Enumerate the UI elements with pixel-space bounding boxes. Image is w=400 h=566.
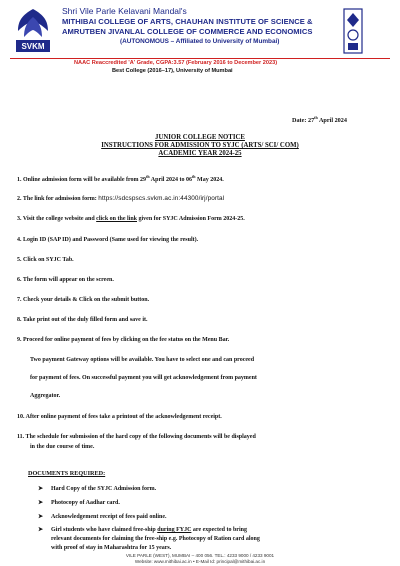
instruction-9-detail-2: for payment of fees. On successful payment you will get acknowledgement from payment bbox=[30, 375, 257, 381]
logo-text: SVKM bbox=[21, 42, 45, 51]
instruction-3: 3. Visit the college website and click on the link given for SYJC Admission Form 2024-25. bbox=[17, 216, 245, 222]
documents-heading: DOCUMENTS REQUIRED: bbox=[28, 470, 106, 477]
document-item: ➤ Girl students who have claimed free-ship during FYJC are expected to bring bbox=[38, 527, 247, 533]
college-header bbox=[62, 6, 342, 47]
college-emblem-icon bbox=[343, 8, 363, 54]
notice-titles bbox=[0, 134, 400, 159]
instruction-4: 4. Login ID (SAP ID) and Password (Same used for viewing the result). bbox=[17, 237, 199, 243]
document-item: ➤ Photocopy of Aadhar card. bbox=[38, 500, 120, 506]
document-item-cont: relevant documents for claiming the free-ship e.g. Photocopy of Ration card along bbox=[51, 536, 260, 542]
academic-year: ACADEMIC YEAR 2024-25 bbox=[158, 150, 242, 158]
arrow-bullet-icon: ➤ bbox=[38, 527, 44, 533]
instruction-9-detail-3: Aggregator. bbox=[30, 393, 61, 399]
click-on-the-link[interactable]: click on the link bbox=[96, 216, 138, 222]
instruction-1: 1. Online admission form will be available from 29th April 2024 to 06th May 2024. bbox=[17, 174, 224, 183]
trust-name: Shri Vile Parle Kelavani Mandal's bbox=[62, 6, 187, 16]
arrow-bullet-icon: ➤ bbox=[38, 500, 44, 506]
header-divider bbox=[10, 58, 390, 59]
admission-link[interactable]: https://sdcspscs.svkm.ac.in:44300/irj/portal bbox=[98, 195, 225, 202]
instruction-11: 11. The schedule for submission of the hard copy of the following documents will be displayed bbox=[17, 434, 256, 440]
notice-subtitle: INSTRUCTIONS FOR ADMISSION TO SYJC (ARTS/ SCI/ COM) bbox=[101, 142, 299, 150]
instruction-7: 7. Check your details & Click on the submit button. bbox=[17, 297, 150, 303]
document-item-cont: with proof of stay in Maharashtra for 15 years. bbox=[51, 545, 172, 551]
naac-accreditation: NAAC Reaccredited 'A' Grade, CGPA:3.57 (February 2016 to December 2023) bbox=[74, 60, 278, 66]
autonomous-status: (AUTONOMOUS – Affiliated to University of Mumbai) bbox=[120, 38, 280, 45]
document-item: ➤ Hard Copy of the SYJC Admission form. bbox=[38, 486, 157, 492]
college-name-line2: AMRUTBEN JIVANLAL COLLEGE OF COMMERCE AND ECONOMICS bbox=[62, 27, 313, 36]
footer bbox=[0, 553, 400, 565]
footer-address: VILE PARLE (WEST), MUMBAI – 400 056. TEL.: 4233 9000 / 4233 9001 bbox=[125, 553, 275, 558]
instruction-9-detail-1: Two payment Gateway options will be available. You have to select one and can proceed bbox=[30, 357, 255, 363]
instruction-5: 5. Click on SYJC Tab. bbox=[17, 257, 74, 263]
college-name-line1: MITHIBAI COLLEGE OF ARTS, CHAUHAN INSTITUTE OF SCIENCE & bbox=[62, 17, 313, 26]
notice-date: Date: 27th April 2024 bbox=[292, 115, 347, 125]
best-college-award: Best College (2016–17), University of Mumbai bbox=[112, 68, 233, 74]
arrow-bullet-icon: ➤ bbox=[38, 486, 44, 492]
arrow-bullet-icon: ➤ bbox=[38, 514, 44, 520]
instruction-2: 2. The link for admission form: https://sdcspscs.svkm.ac.in:44300/irj/portal bbox=[17, 195, 225, 202]
footer-contact: Website: www.mithibai.ac.in • E-Mail Id: principal@mithibai.ac.in bbox=[134, 559, 266, 564]
instruction-10: 10. After online payment of fees take a printout of the acknowledgement receipt. bbox=[17, 414, 222, 420]
instruction-8: 8. Take print out of the duly filled form and save it. bbox=[17, 317, 148, 323]
instruction-6: 6. The form will appear on the screen. bbox=[17, 277, 114, 283]
notice-title: JUNIOR COLLEGE NOTICE bbox=[155, 134, 245, 141]
svkm-logo bbox=[12, 7, 54, 57]
instruction-9: 9. Proceed for online payment of fees by clicking on the fee status on the Menu Bar. bbox=[17, 337, 230, 343]
instruction-11-cont: in the due course of time. bbox=[30, 444, 95, 450]
document-item: ➤ Acknowledgement receipt of fees paid online. bbox=[38, 514, 167, 520]
